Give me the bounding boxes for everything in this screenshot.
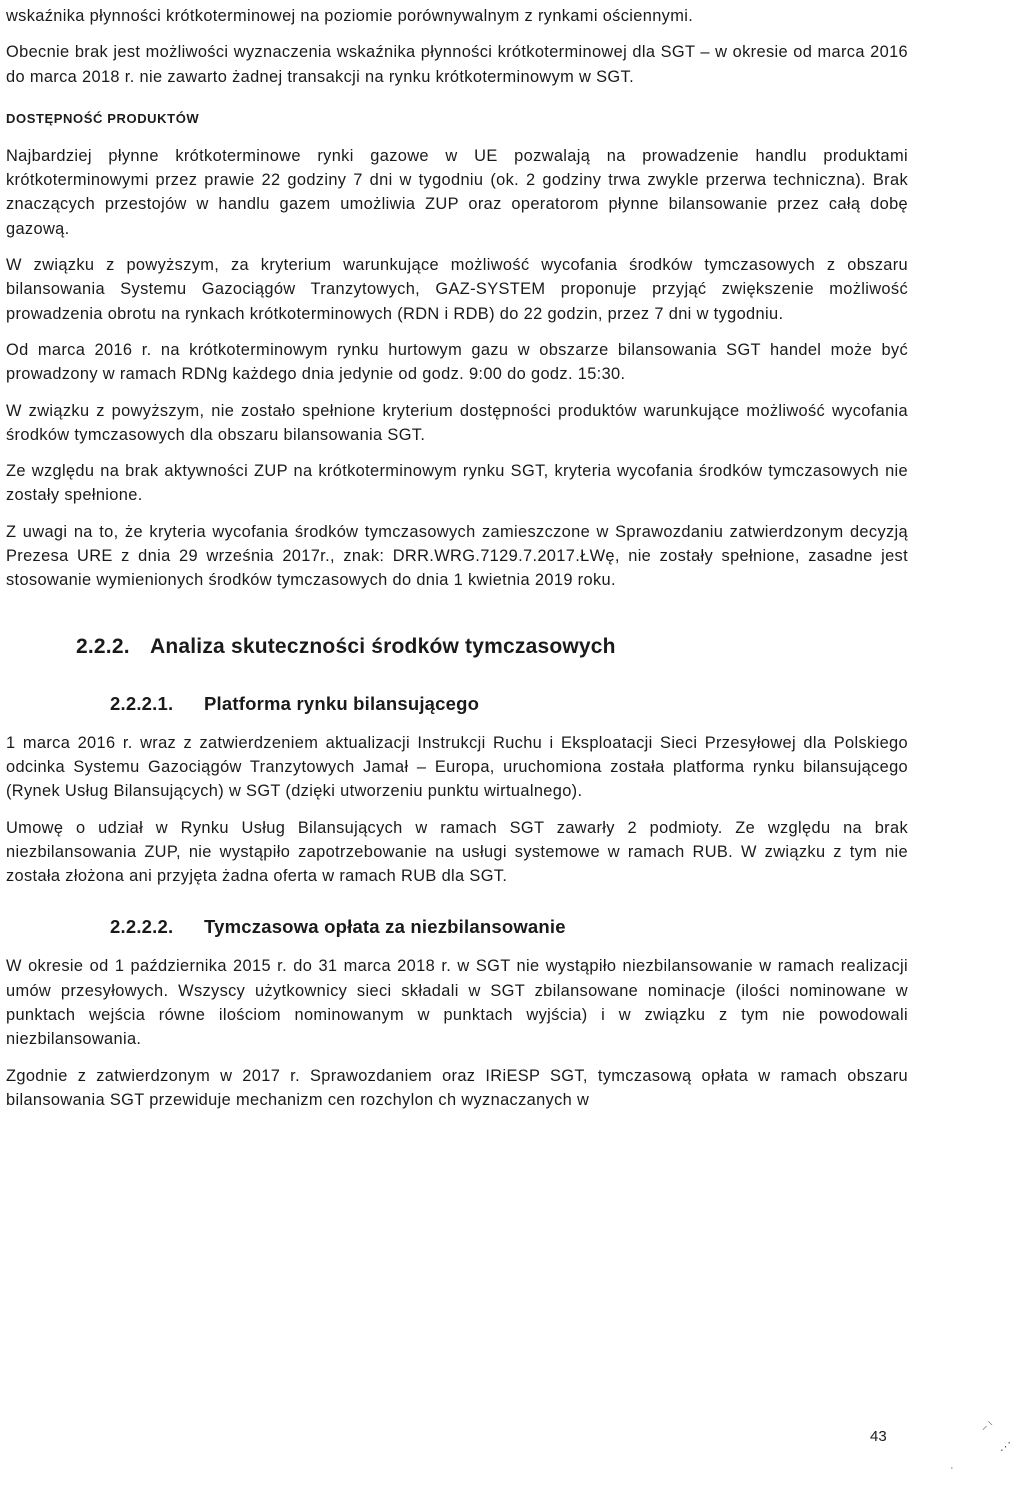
paragraph-w-okresie: W okresie od 1 października 2015 r. do 31 marca 2018 r. w SGT nie wystąpiło niezbilansowanie w ramach realizacji umów przesyłowych. Wszyscy użytkownicy sieci składali w SGT zbilansowane nominacje (ilości nominowane w punktach wejścia równe ilościom nominowanym w punktach wyjścia) i w związku z tym nie powodowali niezbilansowania.: [6, 957, 908, 1049]
paragraph-intro: wskaźnika płynności krótkoterminowej na poziomie porównywalnym z rynkami ościennymi.: [6, 7, 694, 25]
heading-2-2-2: [76, 635, 908, 659]
heading-title: Analiza skuteczności środków tymczasowych: [150, 634, 616, 658]
stamp-mark: ⋰: [1000, 1441, 1011, 1453]
stamp-mark: ⸝⸌: [982, 1420, 993, 1432]
heading-number: 2.2.2.1.: [110, 692, 174, 714]
paragraph-1-marca: 1 marca 2016 r. wraz z zatwierdzeniem aktualizacji Instrukcji Ruchu i Eksploatacji Sieci Przesyłowej dla Polskiego odcinka Systemu Gazociągów Tranzytowych Jamał – Europa, uruchomiona została platforma rynku bilansującego (Rynek Usług Bilansujących) w SGT (dzięki utworzeniu punktu wirtualnego).: [6, 733, 908, 801]
paragraph-ze-wzgledu: Ze względu na brak aktywności ZUP na krótkoterminowym rynku SGT, kryteria wycofania środków tymczasowych nie zostały spełnione.: [6, 462, 908, 505]
heading-title: Platforma rynku bilansującego: [204, 692, 480, 714]
stamp-mark: ·: [950, 1462, 954, 1474]
paragraph-w-zwiazku-2: W związku z powyższym, nie zostało spełnione kryterium dostępności produktów warunkujące możliwość wycofania środków tymczasowych dla obszaru bilansowania SGT.: [6, 401, 908, 444]
heading-2-2-2-2: [110, 916, 908, 938]
paragraph-najbardziej: Najbardziej płynne krótkoterminowe rynki gazowe w UE pozwalają na prowadzenie handlu produktami krótkoterminowymi przez prawie 22 godziny 7 dni w tygodniu (ok. 2 godziny trwa zwykle przerwa techniczna). Brak znaczących przestojów w handlu gazem umożliwia ZUP oraz operatorom płynne bilansowanie przez całą dobę gazową.: [6, 146, 908, 238]
heading-number: 2.2.2.: [76, 634, 130, 658]
paragraph-od-marca: Od marca 2016 r. na krótkoterminowym rynku hurtowym gazu w obszarze bilansowania SGT handel może być prowadzony w ramach RDNg każdego dnia jedynie od godz. 9:00 do godz. 15:30.: [6, 340, 908, 384]
heading-number: 2.2.2.2.: [110, 916, 174, 938]
paragraph-z-uwagi: Z uwagi na to, że kryteria wycofania środków tymczasowych zamieszczone w Sprawozdaniu zatwierdzonym decyzją Prezesa URE z dnia 29 września 2017r., znak: DRR.WRG.7129.7.2017.ŁWę, nie zostały spełnione, zasadne jest stosowanie wymienionych środków tymczasowych do dnia 1 kwietnia 2019 roku.: [6, 522, 908, 590]
paragraph-w-zwiazku-1: W związku z powyższym, za kryterium warunkujące możliwość wycofania środków tymczasowych z obszaru bilansowania Systemu Gazociągów Tranzytowych, GAZ-SYSTEM proponuje przyjąć zwiększenie możliwość prowadzenia obrotu na rynkach krótkoterminowych (RDN i RDB) do 22 godzin, przez 7 dni w tygodniu.: [6, 256, 908, 323]
heading-title: Tymczasowa opłata za niezbilansowanie: [204, 916, 566, 938]
paragraph-zgodnie: Zgodnie z zatwierdzonym w 2017 r. Sprawozdaniem oraz IRiESP SGT, tymczasową opłata w ramach obszaru bilansowania SGT przewiduje mechanizm cen rozchylon ch wyznaczanych w: [6, 1066, 908, 1109]
page-number: 43: [870, 1428, 887, 1445]
section-heading-dostepnosc: DOSTĘPNOŚĆ PRODUKTÓW: [6, 110, 200, 126]
heading-2-2-2-1: [110, 693, 908, 715]
page-body: [6, 4, 908, 1124]
paragraph-umowe: Umowę o udział w Rynku Usług Bilansujących w ramach SGT zawarły 2 podmioty. Ze względu na brak niezbilansowania ZUP, nie wystąpiło zapotrzebowanie na usługi systemowe w ramach RUB. W związku z tym nie została złożona ani przyjęta żadna oferta w ramach RUB dla SGT.: [6, 818, 908, 886]
paragraph-obecnie: Obecnie brak jest możliwości wyznaczenia wskaźnika płynności krótkoterminowej dla SGT – w okresie od marca 2016 do marca 2018 r. nie zawarto żadnej transakcji na rynku krótkoterminowym w SGT.: [6, 43, 908, 86]
